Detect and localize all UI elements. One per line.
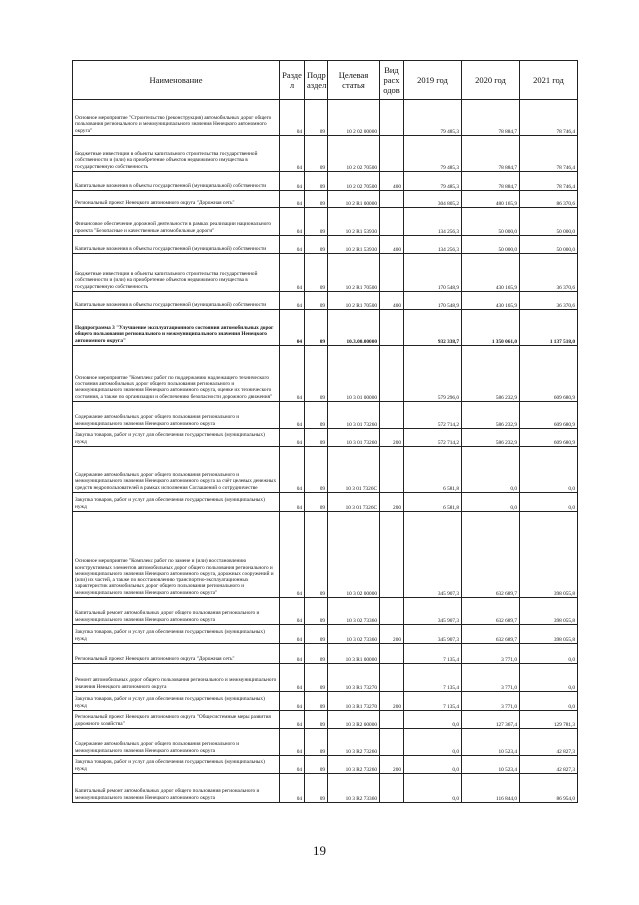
- cell-2019: 134 256,3: [404, 208, 462, 236]
- cell-celevaya: 10 2 02 70500: [328, 136, 380, 172]
- cell-razdel: 04: [280, 292, 305, 310]
- cell-podrazdel: 09: [305, 172, 328, 191]
- cell-name: Финансовое обеспечение дорожной деятельности в рамках реализации национального проекта "Безопасные и качественные автомобильные дороги": [73, 208, 280, 236]
- cell-2021: 398 055,8: [520, 512, 578, 598]
- budget-table: [72, 60, 578, 803]
- cell-vid: 400: [380, 236, 404, 254]
- cell-name: Закупка товаров, работ и услуг для обеспечения государственных (муниципальных) нужд: [73, 756, 280, 774]
- table-row: [73, 254, 578, 292]
- cell-2019: 170 548,9: [404, 292, 462, 310]
- cell-2020: 0,0: [462, 493, 520, 512]
- cell-celevaya: 10 2 R1 00000: [328, 191, 380, 208]
- cell-podrazdel: 09: [305, 756, 328, 774]
- cell-2020: 3 771,0: [462, 692, 520, 711]
- cell-podrazdel: 09: [305, 729, 328, 756]
- cell-2021: 86 954,0: [520, 774, 578, 803]
- cell-celevaya: 10 3 R2 73260: [328, 729, 380, 756]
- table-header-row: [73, 61, 578, 100]
- cell-razdel: 04: [280, 254, 305, 292]
- cell-2021: 0,0: [520, 447, 578, 493]
- cell-razdel: 04: [280, 644, 305, 664]
- cell-name: Капитальные вложения в объекты государственной (муниципальной) собственности: [73, 236, 280, 254]
- cell-2021: 129 781,3: [520, 711, 578, 729]
- cell-celevaya: 10 3 01 73260: [328, 429, 380, 447]
- cell-razdel: 04: [280, 664, 305, 692]
- table-row: [73, 447, 578, 493]
- cell-2019: 79 485,3: [404, 172, 462, 191]
- cell-razdel: 04: [280, 208, 305, 236]
- header-2020: 2020 год: [462, 61, 520, 100]
- cell-podrazdel: 09: [305, 429, 328, 447]
- cell-vid: [380, 598, 404, 625]
- cell-name: Региональный проект Ненецкого автономного округа "Дорожная сеть": [73, 644, 280, 664]
- cell-podrazdel: 09: [305, 402, 328, 429]
- cell-vid: [380, 100, 404, 136]
- cell-vid: [380, 447, 404, 493]
- cell-podrazdel: 09: [305, 310, 328, 346]
- cell-celevaya: 10 2 R1 70500: [328, 254, 380, 292]
- cell-2019: 0,0: [404, 711, 462, 729]
- cell-name: Капитальный ремонт автомобильных дорог общего пользования регионального и межмуниципального значения Ненецкого автономного округа: [73, 774, 280, 803]
- cell-2019: 345 907,3: [404, 512, 462, 598]
- cell-razdel: 04: [280, 172, 305, 191]
- cell-name: Закупка товаров, работ и услуг для обеспечения государственных (муниципальных) нужд: [73, 625, 280, 644]
- cell-celevaya: 10 3 R2 00000: [328, 711, 380, 729]
- cell-2020: 0,0: [462, 447, 520, 493]
- cell-podrazdel: 09: [305, 254, 328, 292]
- cell-2021: 0,0: [520, 644, 578, 664]
- cell-vid: [380, 191, 404, 208]
- cell-razdel: 04: [280, 493, 305, 512]
- cell-vid: [380, 310, 404, 346]
- cell-name: Закупка товаров, работ и услуг для обеспечения государственных (муниципальных) нужд: [73, 493, 280, 512]
- cell-name: Содержание автомобильных дорог общего пользования регионального и межмуниципального значения Ненецкого автономного округа: [73, 729, 280, 756]
- cell-2021: 42 827,3: [520, 756, 578, 774]
- cell-vid: [380, 664, 404, 692]
- cell-2020: 116 844,0: [462, 774, 520, 803]
- cell-name: Подпрограмма 3 "Улучшение эксплуатационного состояния автомобильных дорог общего пользования регионального и межмуниципального значения Ненецкого автономного округа": [73, 310, 280, 346]
- cell-celevaya: 10 3 R2 73360: [328, 774, 380, 803]
- page-number: 19: [313, 843, 326, 858]
- cell-celevaya: 10 2 02 00000: [328, 100, 380, 136]
- cell-vid: 400: [380, 172, 404, 191]
- table-row: [73, 402, 578, 429]
- cell-name: Капитальные вложения в объекты государственной (муниципальной) собственности: [73, 172, 280, 191]
- cell-2019: 304 805,2: [404, 191, 462, 208]
- cell-2019: 0,0: [404, 756, 462, 774]
- cell-2019: 7 135,4: [404, 644, 462, 664]
- cell-podrazdel: 09: [305, 774, 328, 803]
- cell-razdel: 04: [280, 756, 305, 774]
- cell-celevaya: 10 3 R1 00000: [328, 644, 380, 664]
- header-celevaya: Целевая статья: [328, 61, 380, 100]
- cell-2019: 6 581,8: [404, 447, 462, 493]
- cell-podrazdel: 09: [305, 625, 328, 644]
- table-row: [73, 236, 578, 254]
- cell-2020: 50 000,0: [462, 236, 520, 254]
- cell-vid: [380, 208, 404, 236]
- cell-2019: 579 296,0: [404, 346, 462, 402]
- cell-vid: [380, 711, 404, 729]
- cell-2019: 6 581,8: [404, 493, 462, 512]
- table-row: [73, 292, 578, 310]
- cell-podrazdel: 09: [305, 236, 328, 254]
- header-podrazdel: Подр аздел: [305, 61, 328, 100]
- table-row: [73, 692, 578, 711]
- cell-2021: 78 746,4: [520, 172, 578, 191]
- table-row: [73, 644, 578, 664]
- cell-podrazdel: 09: [305, 100, 328, 136]
- cell-celevaya: 10 3 R1 73270: [328, 664, 380, 692]
- cell-name: Бюджетные инвестиции в объекты капитального строительства государственной собственности и (или) на приобретение объектов недвижимого имущества в государственную собственность: [73, 136, 280, 172]
- cell-razdel: 04: [280, 711, 305, 729]
- cell-name: Основное мероприятие "Строительство (реконструкция) автомобильных дорог общего пользования регионального и межмуниципального значения Ненецкого автономного округа": [73, 100, 280, 136]
- cell-2021: 609 680,9: [520, 346, 578, 402]
- cell-2019: 170 548,9: [404, 254, 462, 292]
- cell-2021: 0,0: [520, 692, 578, 711]
- cell-celevaya: 10.3.00.00000: [328, 310, 380, 346]
- cell-razdel: 04: [280, 429, 305, 447]
- cell-2021: 398 055,8: [520, 625, 578, 644]
- cell-2021: 609 680,9: [520, 402, 578, 429]
- cell-2021: 42 827,3: [520, 729, 578, 756]
- cell-2021: 0,0: [520, 493, 578, 512]
- cell-podrazdel: 09: [305, 346, 328, 402]
- cell-2020: 480 165,9: [462, 191, 520, 208]
- cell-2020: 50 000,0: [462, 208, 520, 236]
- cell-2020: 632 689,7: [462, 625, 520, 644]
- cell-vid: [380, 774, 404, 803]
- cell-2021: 78 746,4: [520, 136, 578, 172]
- cell-2020: 3 771,0: [462, 664, 520, 692]
- cell-2020: 3 771,0: [462, 644, 520, 664]
- cell-2021: 78 746,4: [520, 100, 578, 136]
- cell-name: Содержание автомобильных дорог общего пользования регионального и межмуниципального значения Ненецкого автономного округа за счёт целевых денежных средств недропользователей в рамках исполнения Соглашений о сотрудничестве: [73, 447, 280, 493]
- cell-2020: 127 367,4: [462, 711, 520, 729]
- cell-celevaya: 10 3 01 73260: [328, 402, 380, 429]
- cell-razdel: 04: [280, 625, 305, 644]
- cell-2019: 0,0: [404, 729, 462, 756]
- cell-razdel: 04: [280, 100, 305, 136]
- cell-2020: 430 165,9: [462, 254, 520, 292]
- table-row: [73, 100, 578, 136]
- cell-vid: [380, 644, 404, 664]
- cell-2021: 0,0: [520, 664, 578, 692]
- cell-2020: 78 884,7: [462, 100, 520, 136]
- cell-vid: 200: [380, 756, 404, 774]
- cell-2019: 134 256,3: [404, 236, 462, 254]
- cell-2020: 78 884,7: [462, 172, 520, 191]
- cell-name: Закупка товаров, работ и услуг для обеспечения государственных (муниципальных) нужд: [73, 429, 280, 447]
- cell-celevaya: 10 3 01 7326С: [328, 493, 380, 512]
- cell-name: Ремонт автомобильных дорог общего пользования регионального и межмуниципального значения Ненецкого автономного округа: [73, 664, 280, 692]
- cell-podrazdel: 09: [305, 292, 328, 310]
- cell-2021: 86 370,6: [520, 191, 578, 208]
- cell-podrazdel: 09: [305, 711, 328, 729]
- cell-2021: 398 055,8: [520, 598, 578, 625]
- cell-name: Содержание автомобильных дорог общего пользования регионального и межмуниципального значения Ненецкого автономного округа: [73, 402, 280, 429]
- cell-name: Капитальный ремонт автомобильных дорог общего пользования регионального и межмуниципального значения Ненецкого автономного округа: [73, 598, 280, 625]
- cell-celevaya: 10 2 R1 70500: [328, 292, 380, 310]
- cell-2020: 10 523,4: [462, 756, 520, 774]
- cell-2020: 632 689,7: [462, 512, 520, 598]
- table-row: [73, 625, 578, 644]
- cell-razdel: 04: [280, 236, 305, 254]
- table-row: [73, 598, 578, 625]
- cell-2019: 79 485,3: [404, 100, 462, 136]
- cell-celevaya: 10 2 R1 53930: [328, 236, 380, 254]
- cell-2020: 78 884,7: [462, 136, 520, 172]
- cell-2019: 7 135,4: [404, 664, 462, 692]
- cell-vid: 400: [380, 292, 404, 310]
- cell-vid: 200: [380, 429, 404, 447]
- cell-name: Капитальные вложения в объекты государственной (муниципальной) собственности: [73, 292, 280, 310]
- cell-podrazdel: 09: [305, 136, 328, 172]
- table-row: [73, 774, 578, 803]
- cell-podrazdel: 09: [305, 512, 328, 598]
- cell-2019: 572 714,2: [404, 402, 462, 429]
- cell-celevaya: 10 3 R1 73270: [328, 692, 380, 711]
- cell-2020: 430 165,9: [462, 292, 520, 310]
- cell-podrazdel: 09: [305, 447, 328, 493]
- table-row: [73, 191, 578, 208]
- cell-2020: 586 232,9: [462, 346, 520, 402]
- cell-podrazdel: 09: [305, 664, 328, 692]
- header-vid: Вид расх одов: [380, 61, 404, 100]
- cell-2019: 0,0: [404, 774, 462, 803]
- table-row: [73, 512, 578, 598]
- cell-2019: 345 907,3: [404, 625, 462, 644]
- cell-name: Бюджетные инвестиции в объекты капитального строительства государственной собственности и (или) на приобретение объектов недвижимого имущества в государственную собственность: [73, 254, 280, 292]
- cell-celevaya: 10 3 01 7326С: [328, 447, 380, 493]
- cell-celevaya: 10 3 02 00000: [328, 512, 380, 598]
- cell-2020: 10 523,4: [462, 729, 520, 756]
- cell-razdel: 04: [280, 598, 305, 625]
- cell-name: Основное мероприятие "Комплекс работ по замене и (или) восстановлению конструктивных элементов автомобильных дорог общего пользования регионального и межмуниципального значения Ненецкого автономного округа, дорожных сооружений и (или) их частей, а также по восстановлению транспортно-эксплуатационных характеристик автомобильных дорог общего пользования регионального и межмуниципального значения Ненецкого автономного округа": [73, 512, 280, 598]
- cell-2021: 36 370,6: [520, 254, 578, 292]
- table-row: [73, 756, 578, 774]
- cell-razdel: 04: [280, 402, 305, 429]
- budget-table-container: [72, 60, 577, 803]
- cell-razdel: 04: [280, 346, 305, 402]
- cell-name: Региональный проект Ненецкого автономного округа "Общесистемные меры развития дорожного хозяйства": [73, 711, 280, 729]
- header-name: Наименование: [73, 61, 280, 100]
- table-row: [73, 136, 578, 172]
- table-row: [73, 493, 578, 512]
- table-row: [73, 172, 578, 191]
- cell-name: Основное мероприятие "Комплекс работ по поддержанию надлежащего технического состояния автомобильных дорог общего пользования регионального и межмуниципального значения Ненецкого автономного округа, оценке их технического состояния, а также по организации и обеспечению безопасности дорожного движения": [73, 346, 280, 402]
- cell-2021: 50 000,0: [520, 236, 578, 254]
- cell-vid: 200: [380, 625, 404, 644]
- cell-podrazdel: 09: [305, 208, 328, 236]
- cell-celevaya: 10 2 R1 53930: [328, 208, 380, 236]
- cell-podrazdel: 09: [305, 692, 328, 711]
- cell-vid: [380, 402, 404, 429]
- cell-2020: 586 232,9: [462, 429, 520, 447]
- header-razdel: Разде л: [280, 61, 305, 100]
- cell-razdel: 04: [280, 447, 305, 493]
- cell-podrazdel: 09: [305, 493, 328, 512]
- cell-vid: [380, 512, 404, 598]
- table-row: [73, 711, 578, 729]
- cell-2019: 572 714,2: [404, 429, 462, 447]
- cell-vid: [380, 729, 404, 756]
- table-row: [73, 664, 578, 692]
- cell-razdel: 04: [280, 512, 305, 598]
- cell-2020: 1 350 061,0: [462, 310, 520, 346]
- cell-2021: 36 370,6: [520, 292, 578, 310]
- cell-celevaya: 10 3 R2 73260: [328, 756, 380, 774]
- cell-2019: 932 338,7: [404, 310, 462, 346]
- cell-vid: [380, 136, 404, 172]
- table-row: [73, 429, 578, 447]
- cell-2020: 632 689,7: [462, 598, 520, 625]
- cell-razdel: 04: [280, 729, 305, 756]
- cell-2019: 7 135,4: [404, 692, 462, 711]
- cell-celevaya: 10 2 02 70500: [328, 172, 380, 191]
- cell-2021: 50 000,0: [520, 208, 578, 236]
- cell-name: Региональный проект Ненецкого автономного округа "Дорожная сеть": [73, 191, 280, 208]
- cell-razdel: 04: [280, 191, 305, 208]
- header-2019: 2019 год: [404, 61, 462, 100]
- cell-razdel: 04: [280, 692, 305, 711]
- table-row: [73, 346, 578, 402]
- cell-2019: 79 485,3: [404, 136, 462, 172]
- cell-razdel: 04: [280, 136, 305, 172]
- cell-celevaya: 10 3 01 00000: [328, 346, 380, 402]
- cell-2021: 1 137 518,0: [520, 310, 578, 346]
- header-2021: 2021 год: [520, 61, 578, 100]
- cell-podrazdel: 09: [305, 598, 328, 625]
- table-row: [73, 310, 578, 346]
- cell-vid: [380, 346, 404, 402]
- cell-2021: 609 680,9: [520, 429, 578, 447]
- cell-podrazdel: 09: [305, 644, 328, 664]
- cell-razdel: 04: [280, 310, 305, 346]
- table-body: [73, 100, 578, 803]
- cell-vid: [380, 254, 404, 292]
- cell-vid: 200: [380, 692, 404, 711]
- cell-celevaya: 10 3 02 73360: [328, 598, 380, 625]
- cell-vid: 200: [380, 493, 404, 512]
- cell-2019: 345 907,3: [404, 598, 462, 625]
- cell-name: Закупка товаров, работ и услуг для обеспечения государственных (муниципальных) нужд: [73, 692, 280, 711]
- cell-2020: 586 232,9: [462, 402, 520, 429]
- cell-razdel: 04: [280, 774, 305, 803]
- cell-podrazdel: 09: [305, 191, 328, 208]
- table-row: [73, 208, 578, 236]
- cell-celevaya: 10 3 02 73360: [328, 625, 380, 644]
- table-row: [73, 729, 578, 756]
